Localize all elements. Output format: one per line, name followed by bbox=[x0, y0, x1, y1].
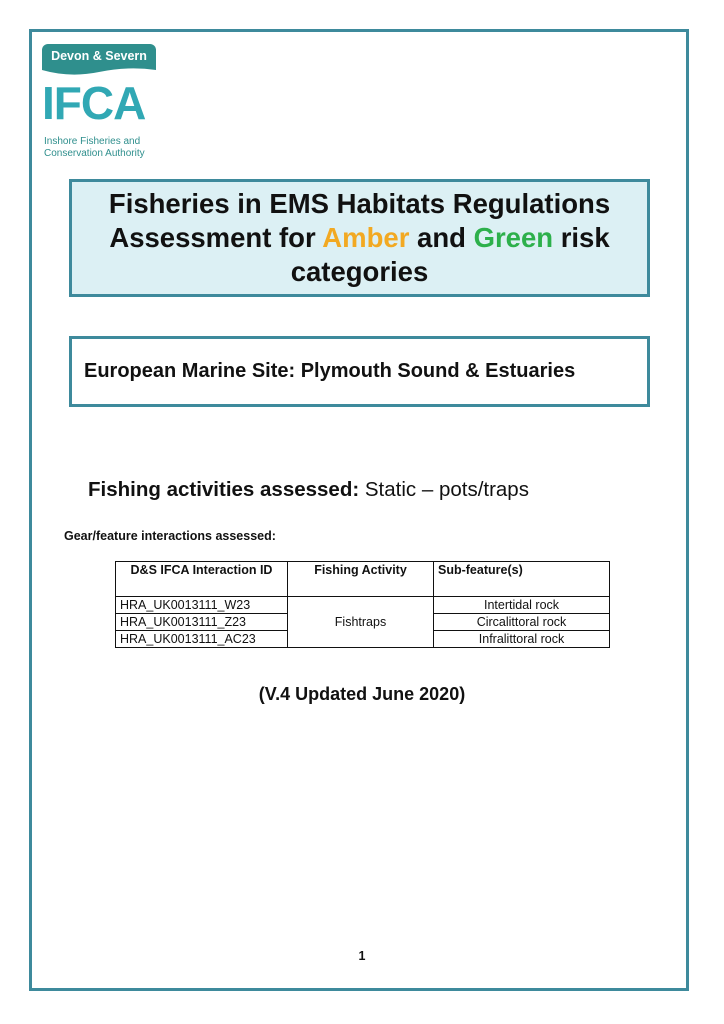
document-title: Fisheries in EMS Habitats Regulations Assessment for Amber and Green risk categories bbox=[108, 188, 611, 287]
ifca-logo bbox=[42, 44, 158, 162]
logo-subtitle-1: Inshore Fisheries and bbox=[44, 136, 141, 147]
page-border bbox=[29, 29, 689, 991]
amber-word: Amber bbox=[322, 222, 410, 253]
page-number: 1 bbox=[358, 949, 366, 963]
interaction-id: HRA_UK0013111_AC23 bbox=[116, 631, 288, 648]
header-fishing-activity: Fishing Activity bbox=[288, 562, 434, 597]
logo-acronym: IFCA bbox=[42, 77, 146, 129]
logo-subtitle-2: Conservation Authority bbox=[44, 148, 145, 159]
subfeature: Infralittoral rock bbox=[434, 631, 610, 648]
activities-value: Static – pots/traps bbox=[359, 478, 529, 501]
green-word: Green bbox=[473, 222, 554, 253]
interactions-table bbox=[115, 561, 610, 648]
fishing-activities bbox=[88, 478, 529, 502]
subfeature: Intertidal rock bbox=[434, 597, 610, 614]
subfeature: Circalittoral rock bbox=[434, 614, 610, 631]
interaction-id: HRA_UK0013111_W23 bbox=[116, 597, 288, 614]
gear-heading: Gear/feature interactions assessed: bbox=[64, 529, 276, 543]
table-row bbox=[116, 597, 610, 614]
header-subfeature: Sub-feature(s) bbox=[434, 562, 610, 597]
title-box bbox=[69, 179, 650, 297]
logo-banner: Devon & Severn bbox=[42, 44, 156, 68]
interaction-id: HRA_UK0013111_Z23 bbox=[116, 614, 288, 631]
activities-label: Fishing activities assessed: bbox=[88, 478, 360, 501]
site-box bbox=[69, 336, 650, 407]
site-name: European Marine Site: Plymouth Sound & Estuaries bbox=[84, 360, 576, 382]
fishing-activity: Fishtraps bbox=[288, 597, 434, 648]
version-note: (V.4 Updated June 2020) bbox=[258, 684, 466, 704]
header-interaction-id: D&S IFCA Interaction ID bbox=[116, 562, 288, 597]
